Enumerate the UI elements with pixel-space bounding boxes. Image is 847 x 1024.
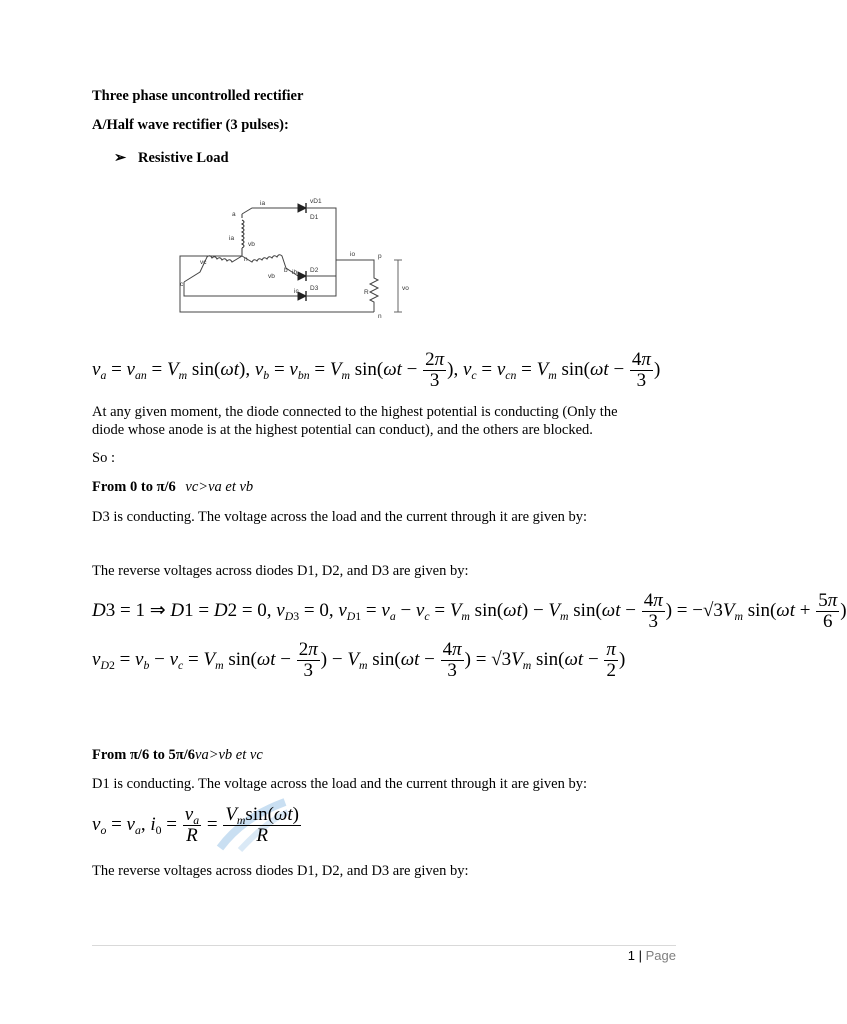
circuit-diagram: [160, 190, 415, 322]
section-heading-pi6-to-5pi6: [92, 746, 263, 764]
svg-text:ia: ia: [229, 235, 235, 242]
section-subtitle: A/Half wave rectifier (3 pulses):: [92, 117, 289, 133]
section2-heading-range: From π/6 to 5π/6: [92, 747, 196, 763]
svg-text:io: io: [350, 251, 356, 258]
section2-condition: va>vb et vc: [195, 747, 263, 763]
reverse-voltages-text-2: The reverse voltages across diodes D1, D2, and D3 are given by:: [92, 863, 469, 879]
svg-text:a: a: [232, 211, 236, 218]
bullet-marker-icon: ➢: [114, 150, 127, 166]
paragraph-highest-potential-2: diode whose anode is at the highest potential can conduct), and the others are blocked.: [92, 422, 593, 438]
svg-text:D1: D1: [310, 214, 319, 221]
svg-text:ib: ib: [292, 269, 298, 276]
svg-text:R: R: [364, 289, 369, 296]
svg-text:D2: D2: [310, 267, 319, 274]
section-condition: vc>va et vb: [185, 479, 254, 495]
svg-text:vc: vc: [200, 259, 207, 266]
svg-text:ic: ic: [294, 288, 299, 295]
footer-divider: [92, 945, 676, 946]
load-voltage-equation: $v_o = v_a$, $i_0$ = $\frac{v_a}{R}$ = $\frac{V_m\sin(\omega t)}{R}$: [92, 804, 299, 846]
paragraph-highest-potential-1: At any given moment, the diode connected to the highest potential is conducting (Only the: [92, 404, 618, 420]
document-title: Three phase uncontrolled rectifier: [92, 88, 304, 104]
d3-conducting-text: D3 is conducting. The voltage across the load and the current through it are given by:: [92, 509, 588, 525]
svg-text:c: c: [180, 281, 184, 288]
svg-text:D3: D3: [310, 285, 319, 292]
phase-voltage-equation: $v_a = v_{an} = V_m$ sin(ωt), $v_b = v_{bn} = V_m$ sin(ωt − $\frac{2\pi}{3}$ ), $v_c = v_{cn} = V_m$ sin(ωt − $\frac{4\pi}{3}$ ): [92, 349, 661, 391]
svg-text:vb: vb: [248, 241, 255, 248]
bullet-resistive-load: Resistive Load: [138, 150, 229, 166]
page-footer: [628, 948, 676, 963]
svg-text:b: b: [284, 267, 288, 274]
reverse-voltage-equation-2: $v_{D2} = v_b - v_c = V_m$ sin(ωt − $\frac{2\pi}{3}$ ) − $V_m$ sin(ωt − $\frac{4\pi}{3}$ ) = $√3V_m$ sin(ωt − $\frac{\pi}{2}$ ): [92, 639, 626, 681]
svg-text:n: n: [244, 256, 248, 263]
svg-text:vD1: vD1: [310, 198, 322, 205]
page-number: 1: [627, 948, 635, 963]
so-label: So :: [92, 450, 115, 466]
svg-text:p: p: [378, 253, 382, 260]
svg-text:vo: vo: [402, 285, 409, 292]
section-heading-0-to-pi6: [92, 478, 253, 496]
page-label: Page: [645, 948, 676, 963]
reverse-voltage-equation-1: D3 = 1 ⇒ D1 = D2 = 0, $v_{D3} = 0$, $v_{D1} = v_a - v_c = V_m$ $\sin(\omega t) - V_m$ sin(ωt − $\frac{4\pi}{3}$ ) = $-√3V_m$ sin(ωt + $\frac{5\pi}{6}$ ): [92, 590, 847, 632]
reverse-voltages-text-1: The reverse voltages across diodes D1, D2, and D3 are given by:: [92, 563, 469, 579]
page-separator: |: [638, 948, 642, 963]
d1-conducting-text: D1 is conducting. The voltage across the load and the current through it are given by:: [92, 776, 588, 792]
svg-text:ia: ia: [260, 200, 266, 207]
section-heading-range: From 0 to π/6: [92, 479, 176, 495]
svg-text:vb: vb: [268, 273, 275, 280]
svg-text:n: n: [378, 313, 382, 320]
